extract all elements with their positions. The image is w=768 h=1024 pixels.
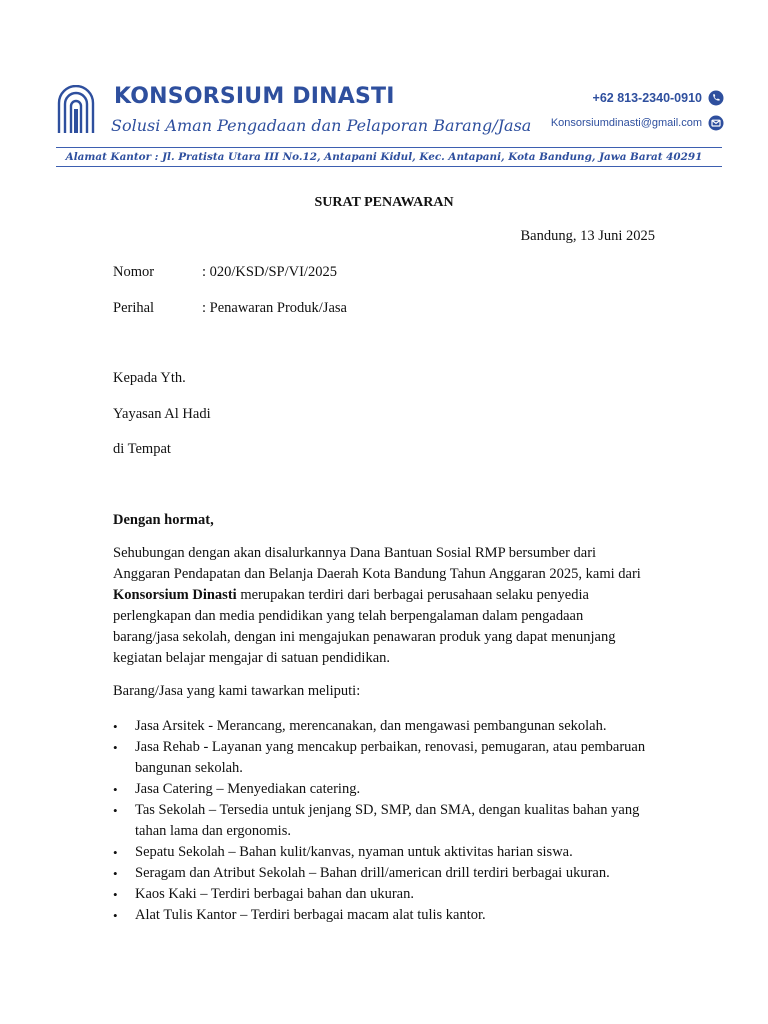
bullet-icon: • xyxy=(113,803,118,818)
letter-date: Bandung, 13 Juni 2025 xyxy=(520,228,655,244)
bullet-icon: • xyxy=(113,782,118,797)
letterhead-rule-top xyxy=(56,147,722,148)
paragraph-part-2: merupakan terdiri dari berbagai perusahaan selaku penyedia perlengkapan dan media pendidikan yang telah berpengalaman dalam pengadaan barang/jasa sekolah, dengan ini mengajukan penawaran produk yang dapat menunjang kegiatan belajar mengajar di satuan pendidikan. xyxy=(113,587,616,666)
contact-email xyxy=(551,115,724,131)
contact-phone xyxy=(593,90,724,106)
list-item-text: Tas Sekolah – Tersedia untuk jenjang SD, SMP, dan SMA, dengan kualitas bahan yang tahan lama dan ergonomis. xyxy=(135,802,640,839)
body-paragraph xyxy=(113,543,648,669)
list-item-text: Alat Tulis Kantor – Terdiri berbagai macam alat tulis kantor. xyxy=(135,907,486,923)
list-item xyxy=(113,884,648,905)
bullet-icon: • xyxy=(113,719,118,734)
phone-icon xyxy=(708,90,724,106)
bullet-icon: • xyxy=(113,908,118,923)
bullet-icon: • xyxy=(113,866,118,881)
list-item xyxy=(113,779,648,800)
recipient-greeting: Kepada Yth. xyxy=(113,370,186,386)
company-name: KONSORSIUM DINASTI xyxy=(114,84,395,109)
list-item-text: Seragam dan Atribut Sekolah – Bahan drill/american drill terdiri berbagai ukuran. xyxy=(135,865,610,881)
list-intro: Barang/Jasa yang kami tawarkan meliputi: xyxy=(113,683,361,699)
paragraph-company-bold: Konsorsium Dinasti xyxy=(113,587,237,603)
list-item-text: Kaos Kaki – Terdiri berbagai bahan dan ukuran. xyxy=(135,886,414,902)
paragraph-part-1: Sehubungan dengan akan disalurkannya Dana Bantuan Sosial RMP bersumber dari Anggaran Pendapatan dan Belanja Daerah Kota Bandung Tahun Anggaran 2025, kami dari xyxy=(113,545,641,582)
recipient-location: di Tempat xyxy=(113,441,171,457)
phone-number: +62 813-2340-0910 xyxy=(592,91,702,105)
offer-list xyxy=(113,716,648,926)
nomor-label: Nomor xyxy=(113,264,155,280)
list-item xyxy=(113,905,648,926)
perihal-label: Perihal xyxy=(113,300,155,316)
bullet-icon: • xyxy=(113,845,118,860)
logo-arch-icon xyxy=(56,85,96,135)
nomor-value: : 020/KSD/SP/VI/2025 xyxy=(202,264,337,280)
list-item xyxy=(113,716,648,737)
email-address: Konsorsiumdinasti@gmail.com xyxy=(550,117,702,129)
list-item-text: Jasa Rehab - Layanan yang mencakup perbaikan, renovasi, pemugaran, atau pembaruan bangunan sekolah. xyxy=(135,739,646,776)
list-item-text: Jasa Catering – Menyediakan catering. xyxy=(135,781,361,797)
list-item xyxy=(113,737,648,779)
list-item xyxy=(113,842,648,863)
recipient-name: Yayasan Al Hadi xyxy=(113,406,211,422)
office-address: Alamat Kantor : Jl. Pratista Utara III No.12, Antapani Kidul, Kec. Antapani, Kota Bandung, Jawa Barat 40291 xyxy=(65,151,703,163)
list-item-text: Sepatu Sekolah – Bahan kulit/kanvas, nyaman untuk aktivitas harian siswa. xyxy=(135,844,573,860)
company-tagline: Solusi Aman Pengadaan dan Pelaporan Barang/Jasa xyxy=(111,116,532,135)
bullet-icon: • xyxy=(113,740,118,755)
list-item xyxy=(113,863,648,884)
bullet-icon: • xyxy=(113,887,118,902)
perihal-value: : Penawaran Produk/Jasa xyxy=(202,300,347,316)
salutation: Dengan hormat, xyxy=(113,512,214,528)
mail-icon xyxy=(708,115,724,131)
letterhead-rule-bottom xyxy=(56,166,722,167)
list-item xyxy=(113,800,648,842)
list-item-text: Jasa Arsitek - Merancang, merencanakan, dan mengawasi pembangunan sekolah. xyxy=(135,718,607,734)
letter-title: SURAT PENAWARAN xyxy=(314,195,454,210)
